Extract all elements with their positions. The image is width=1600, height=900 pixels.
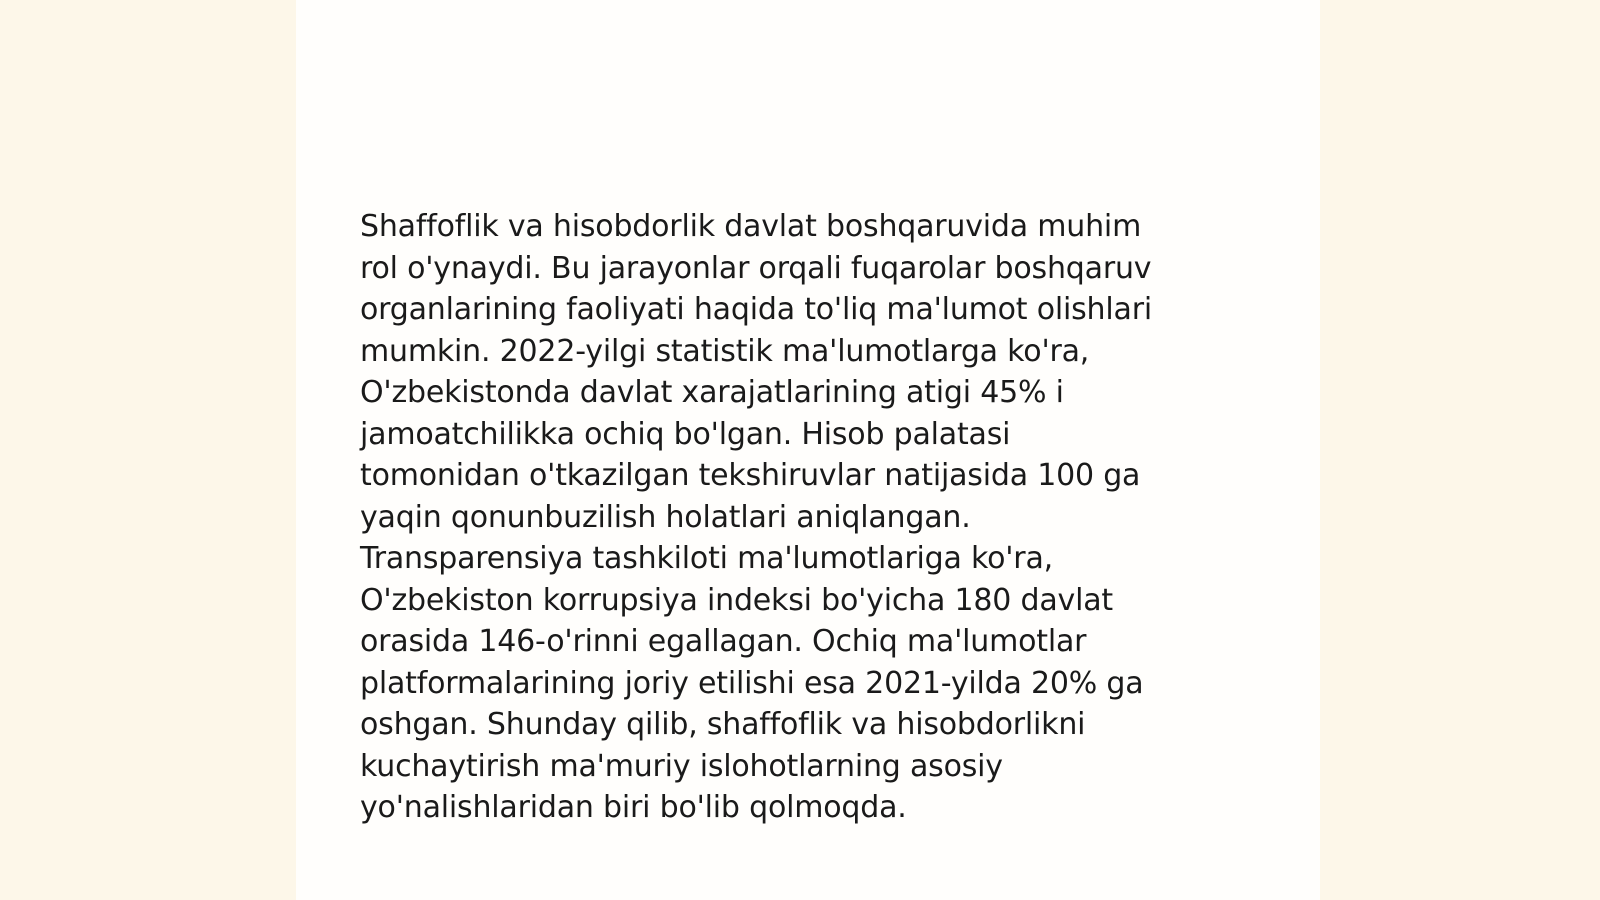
paragraph-line: jamoatchilikka ochiq bo'lgan. Hisob palatasi [360, 416, 1011, 452]
paragraph-line: Transparensiya tashkiloti ma'lumotlariga ko'ra, [360, 541, 1053, 576]
paragraph-line: orasida 146-o'rinni egallagan. Ochiq ma'lumotlar [360, 624, 1087, 659]
paragraph-line: tomonidan o'tkazilgan tekshiruvlar natijasida 100 ga [360, 458, 1141, 493]
paragraph-line: rol o'ynaydi. Bu jarayonlar orqali fuqarolar boshqaruv [360, 250, 1152, 286]
paragraph-line: yo'nalishlaridan biri bo'lib qolmoqda. [360, 790, 907, 825]
paragraph-line: platformalarining joriy etilishi esa 2021-yilda 20% ga [360, 665, 1144, 701]
paragraph-line: O'zbekistonda davlat xarajatlarining atigi 45% i [360, 375, 1064, 410]
paragraph-line: organlarining faoliyati haqida to'liq ma'lumot olishlari [360, 292, 1152, 327]
paragraph-line: oshgan. Shunday qilib, shaffoflik va hisobdorlikni [360, 707, 1086, 742]
paragraph-line: O'zbekiston korrupsiya indeksi bo'yicha 180 davlat [360, 582, 1113, 618]
paragraph-line: kuchaytirish ma'muriy islohotlarning asosiy [360, 748, 1003, 784]
paragraph-line: yaqin qonunbuzilish holatlari aniqlangan. [360, 499, 971, 535]
body-paragraph [360, 206, 1240, 829]
paragraph-line: mumkin. 2022-yilgi statistik ma'lumotlarga ko'ra, [360, 333, 1090, 369]
paragraph-line: Shaffoflik va hisobdorlik davlat boshqaruvida muhim [360, 209, 1142, 244]
document-page [296, 0, 1320, 900]
